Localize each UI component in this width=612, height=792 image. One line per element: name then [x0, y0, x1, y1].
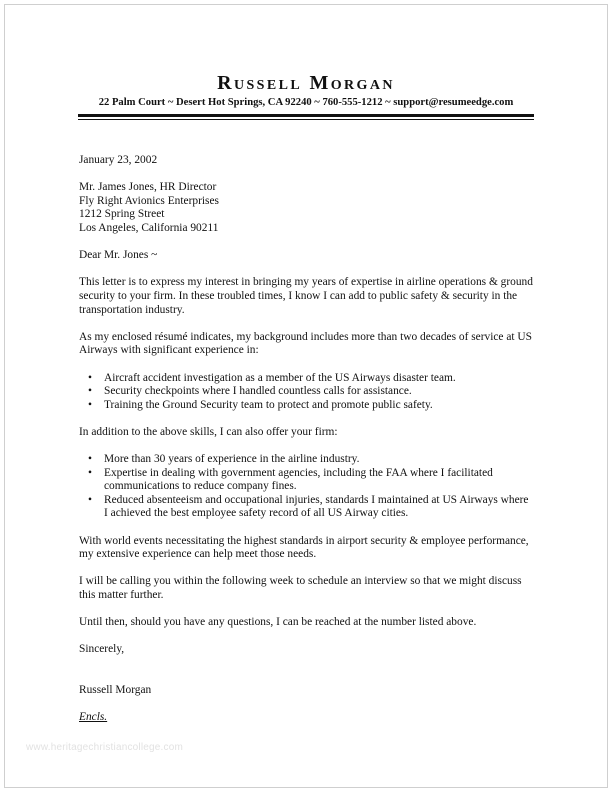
- list-item: • More than 30 years of experience in the airline industry.: [79, 453, 535, 467]
- list-item: • Aircraft accident investigation as a member of the US Airways disaster team.: [79, 372, 535, 386]
- letter-body: [79, 154, 535, 725]
- list-item: • Expertise in dealing with government agencies, including the FAA where I facilitated communications to reduce company fines.: [79, 467, 535, 494]
- letter-date: January 23, 2002: [79, 154, 158, 166]
- recipient-line: Los Angeles, California 90211: [79, 221, 219, 234]
- signoff: Sincerely,: [79, 643, 125, 656]
- header-rule-thin: [78, 119, 534, 120]
- header-rule-thick: [78, 114, 534, 117]
- skills-intro: In addition to the above skills, I can also offer your firm:: [79, 425, 338, 438]
- intro-paragraph: This letter is to express my interest in bringing my years of expertise in airline operations & ground security to your firm. In these troubled times, I know I can add to public safety & security in the transportation industry.: [79, 276, 533, 316]
- enclosure-note: Encls.: [79, 711, 108, 724]
- skills-list: [79, 453, 535, 521]
- watermark-text: www.heritagechristiancollege.com: [26, 742, 184, 753]
- world-events-paragraph: With world events necessitating the highest standards in airport security & employee performance, my extensive experience can help meet those needs.: [79, 534, 529, 561]
- list-item: • Security checkpoints where I handled countless calls for assistance.: [79, 385, 535, 399]
- experience-list: [79, 372, 535, 413]
- letterhead: [0, 70, 612, 110]
- list-item: • Reduced absenteeism and occupational injuries, standards I maintained at US Airways where I achieved the best employee safety record of all US Airway cities.: [79, 494, 535, 521]
- sender-name: Russell Morgan: [217, 72, 395, 94]
- followup-paragraph: I will be calling you within the following week to schedule an interview so that we might discuss this matter further.: [79, 575, 522, 601]
- list-item: • Training the Ground Security team to protect and promote public safety.: [79, 399, 535, 413]
- recipient-line: Fly Right Avionics Enterprises: [79, 194, 219, 207]
- recipient-line: Mr. James Jones, HR Director: [79, 181, 217, 194]
- background-paragraph: As my enclosed résumé indicates, my background includes more than two decades of service at US Airways with significant experience in:: [79, 330, 532, 357]
- recipient-block: [79, 181, 535, 235]
- recipient-line: 1212 Spring Street: [79, 208, 165, 221]
- salutation: Dear Mr. Jones ~: [79, 249, 158, 262]
- signature-name: Russell Morgan: [79, 684, 152, 697]
- closing-note: Until then, should you have any questions, I can be reached at the number listed above.: [79, 616, 477, 629]
- sender-contact-line: 22 Palm Court ~ Desert Hot Springs, CA 92240 ~ 760-555-1212 ~ support@resumeedge.com: [98, 97, 514, 108]
